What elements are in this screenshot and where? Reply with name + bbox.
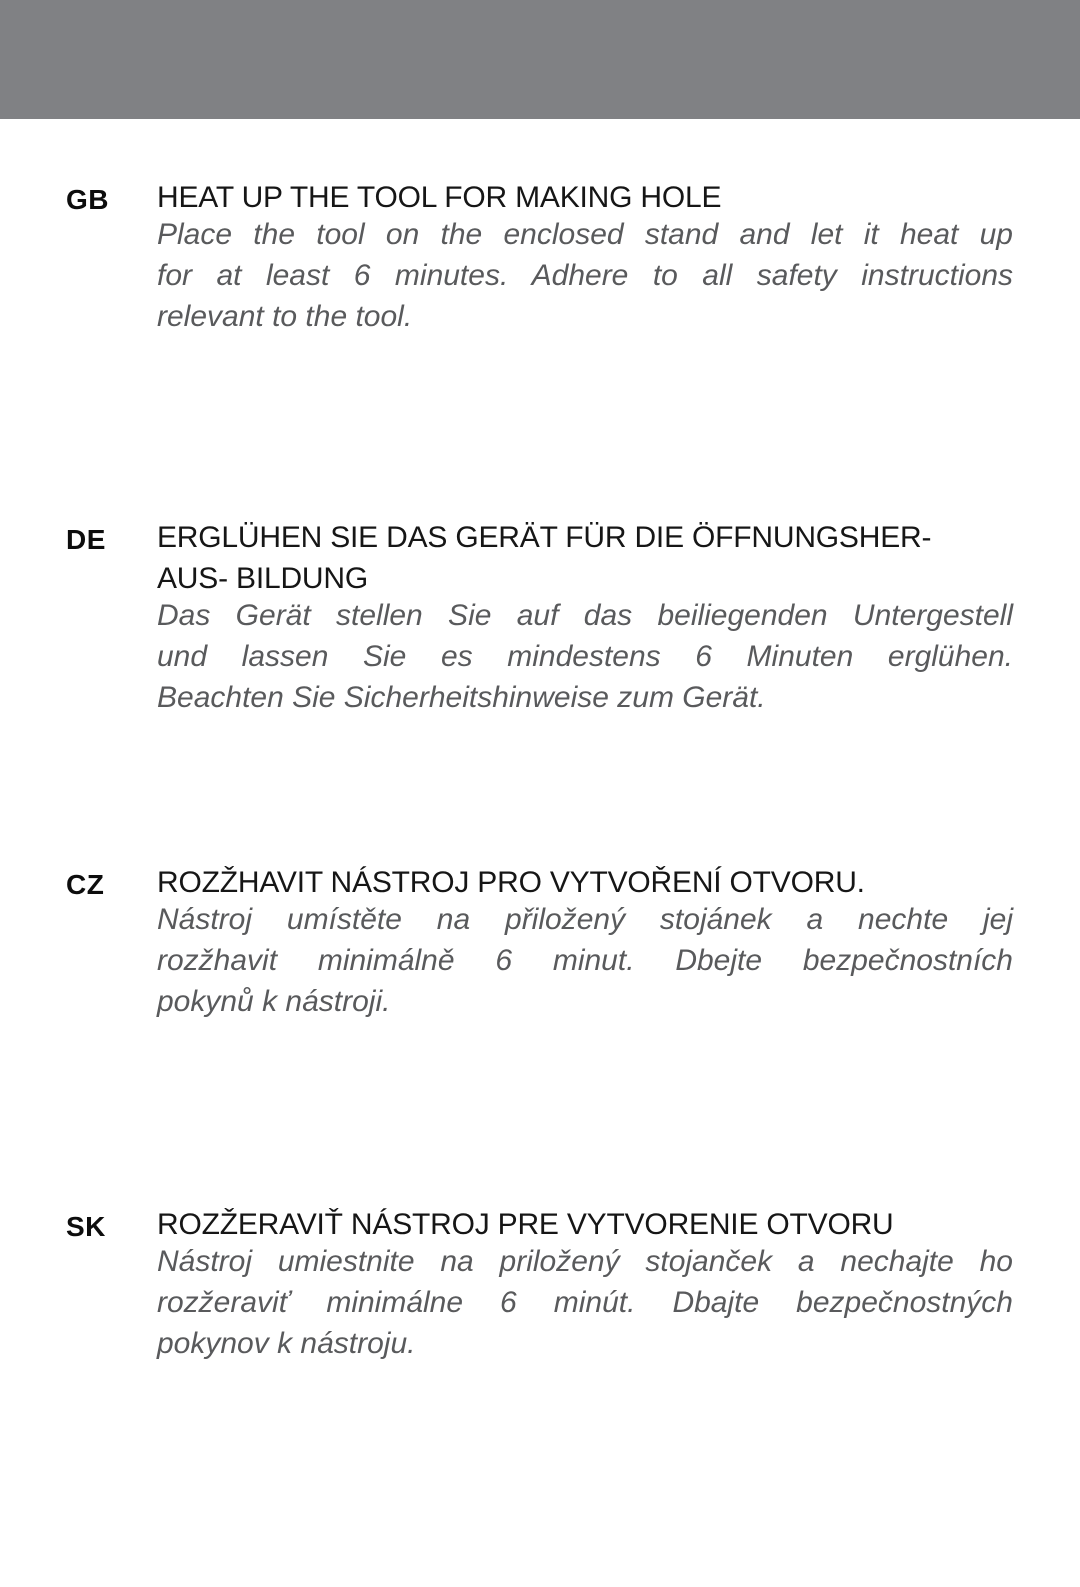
- section-de-body: [157, 595, 1013, 718]
- section-de-text: [157, 517, 1013, 718]
- heading-line: AUS- BILDUNG: [157, 562, 368, 595]
- body-line: rozžhavit minimálně 6 minut. Dbejte bezpečnostních: [157, 944, 1013, 977]
- language-code-cz: CZ: [66, 869, 105, 900]
- body-line: rozžeraviť minimálne 6 minút. Dbajte bezpečnostných: [157, 1286, 1013, 1319]
- section-sk: [66, 1204, 1013, 1364]
- section-de: [66, 517, 1013, 718]
- section-de-heading: [157, 517, 1013, 599]
- page-header-bar: [0, 0, 1080, 119]
- language-code-sk: SK: [66, 1211, 106, 1242]
- body-line: pokynů k nástroji.: [157, 985, 391, 1018]
- body-line: Beachten Sie Sicherheitshinweise zum Gerät.: [157, 681, 766, 714]
- heading-line: ERGLÜHEN SIE DAS GERÄT FÜR DIE ÖFFNUNGSHER-: [157, 521, 932, 554]
- section-gb: [66, 177, 1013, 337]
- body-line: und lassen Sie es mindestens 6 Minuten erglühen.: [157, 640, 1013, 673]
- body-line: for at least 6 minutes. Adhere to all safety instructions: [157, 259, 1013, 292]
- body-line: relevant to the tool.: [157, 300, 413, 333]
- body-line: Place the tool on the enclosed stand and let it heat up: [157, 218, 1013, 251]
- body-line: Nástroj umístěte na přiložený stojánek a nechte jej: [157, 903, 1013, 936]
- section-cz-heading: [157, 862, 1013, 903]
- section-cz-text: [157, 862, 1013, 1022]
- section-sk-text: [157, 1204, 1013, 1364]
- section-cz-body: [157, 899, 1013, 1022]
- body-line: Das Gerät stellen Sie auf das beiliegenden Untergestell: [157, 599, 1013, 632]
- heading-line: ROZŽERAVIŤ NÁSTROJ PRE VYTVORENIE OTVORU: [157, 1208, 894, 1241]
- language-code-gb: GB: [66, 184, 109, 215]
- section-gb-heading: [157, 177, 1013, 218]
- body-line: Nástroj umiestnite na priložený stojanček a nechajte ho: [157, 1245, 1013, 1278]
- language-code-de: DE: [66, 524, 106, 555]
- heading-line: ROZŽHAVIT NÁSTROJ PRO VYTVOŘENÍ OTVORU.: [157, 866, 865, 899]
- heading-line: HEAT UP THE TOOL FOR MAKING HOLE: [157, 181, 722, 214]
- section-sk-body: [157, 1241, 1013, 1364]
- section-gb-text: [157, 177, 1013, 337]
- section-sk-heading: [157, 1204, 1013, 1245]
- body-line: pokynov k nástroju.: [157, 1327, 416, 1360]
- section-gb-body: [157, 214, 1013, 337]
- section-cz: [66, 862, 1013, 1022]
